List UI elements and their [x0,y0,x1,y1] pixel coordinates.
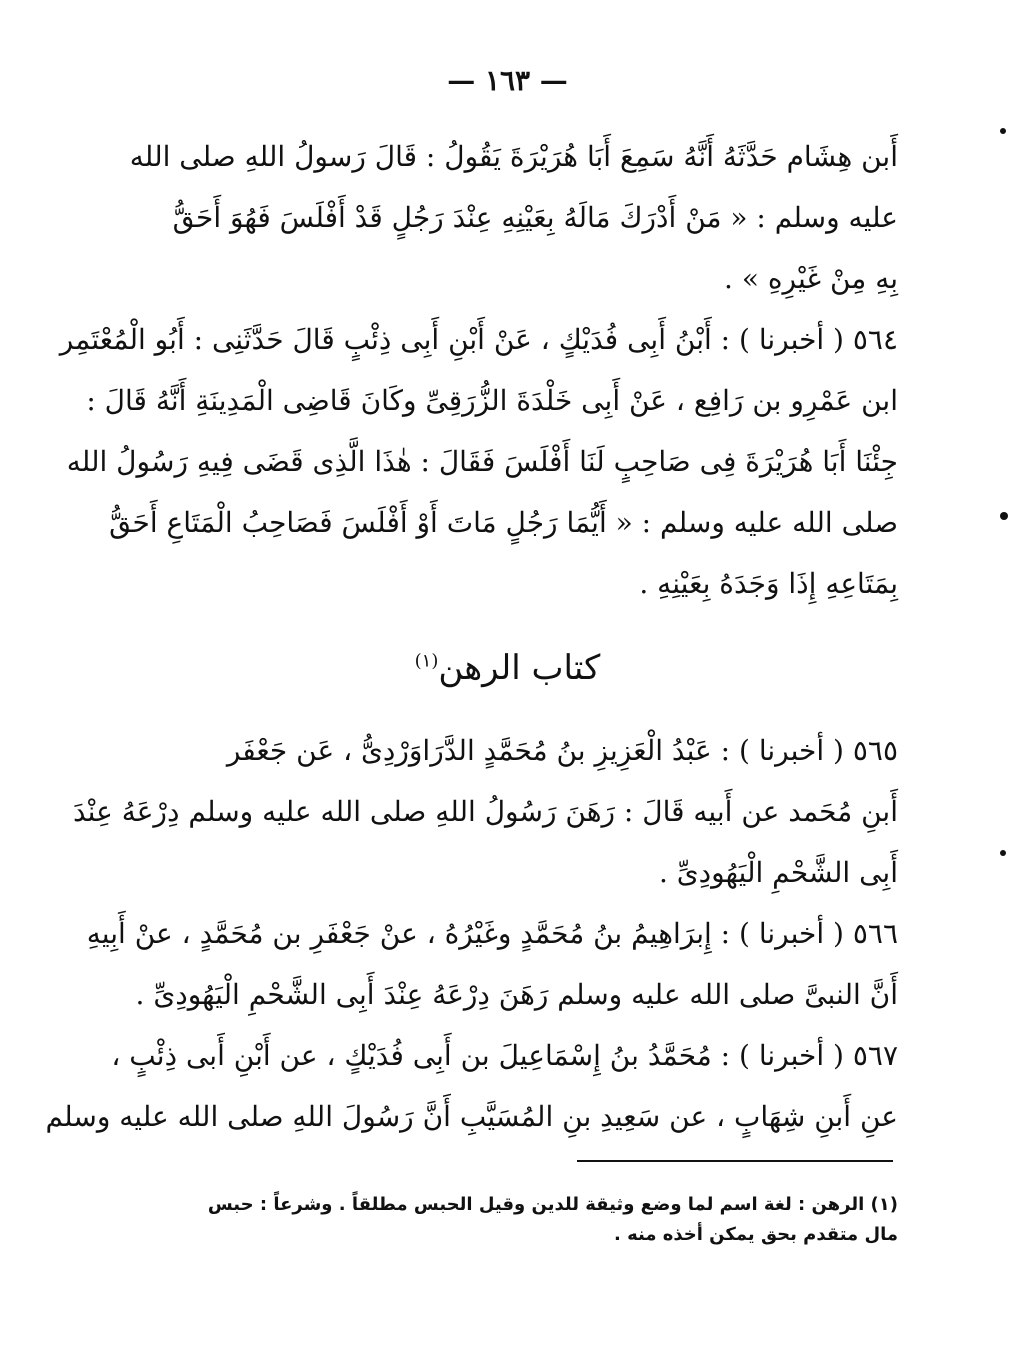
margin-mark [1000,850,1006,856]
text-line: عليه وسلم : « مَنْ أَدْرَكَ مَالَهُ بِعَيْنِهِ عِنْدَ رَجُلٍ قَدْ أَفْلَسَ فَهُوَ أَحَقُّ [172,201,898,234]
section-heading [0,648,1015,688]
text-line: أَبن هِشَام حَدَّثَهُ أَنَّهُ سَمِعَ أَبَا هُرَيْرَةَ يَقُولُ : قَالَ رَسولُ اللهِ صلى الله [129,140,898,173]
heading-title: كتاب الرهن [438,648,601,688]
text-line: ٥٦٧ ( أخبرنا ) : مُحَمَّدُ بنُ إِسْمَاعِيلَ بن أَبِى فُدَيْكٍ ، عن أَبْنِ أَبى ذِئْبٍ ، [111,1039,898,1072]
text-line: أَبِى الشَّحْمِ الْيَهُودِىِّ . [658,856,898,889]
margin-mark [1000,512,1008,520]
footnote-line: (١) الرهن : لغة اسم لما وضع وثيقة للدين وقيل الحبس مطلقاً . وشرعاً : حبس [207,1194,898,1215]
footnote-line: مال متقدم بحق يمكن أخذه منه . [613,1224,898,1245]
text-block-1 [59,126,898,614]
heading-footnote-ref: (١) [414,650,439,672]
margin-mark [1000,128,1006,134]
text-line: ٥٦٤ ( أخبرنا ) : أَبْنُ أَبِى فُدَيْكٍ ، عَنْ أَبْنِ أَبِى ذِئْبٍ قَالَ حَدَّثَنِى : أَبُو الْمُعْتَمِر [59,323,898,356]
text-line: عنِ أَبنِ شِهَابٍ ، عن سَعِيدِ بنِ المُسَيَّبِ أَنَّ رَسُولَ اللهِ صلى الله عليه وسلم [45,1100,898,1133]
footnote-divider [577,1160,893,1162]
text-line: أَنَّ النبىَّ صلى الله عليه وسلم رَهَنَ دِرْعَهُ عِنْدَ أَبِى الشَّحْمِ الْيَهُودِىِّ . [135,978,898,1011]
text-line: بِهِ مِنْ غَيْرِهِ » . [724,262,898,295]
text-block-2 [45,720,898,1147]
text-line: أَبنِ مُحَمد عن أَبيه قَالَ : رَهَنَ رَسُولُ اللهِ صلى الله عليه وسلم دِرْعَهُ عِنْدَ [72,795,898,828]
text-line: بِمَتَاعِهِ إِذَا وَجَدَهُ بِعَيْنِهِ . [639,567,898,600]
footnotes [188,1190,898,1250]
text-line: جِئْنَا أَبَا هُرَيْرَةَ فِى صَاحِبٍ لَنَا أَفْلَسَ فَقَالَ : هٰذَا الَّذِى قَضَى فِيهِ رَسُولُ الله [66,445,898,478]
text-line: ٥٦٦ ( أخبرنا ) : إِبرَاهِيمُ بنُ مُحَمَّدٍ وغَيْرُهُ ، عنْ جَعْفَرِ بن مُحَمَّدٍ ، عنْ أَبِيهِ [86,917,898,950]
text-line: صلى الله عليه وسلم : « أَيُّمَا رَجُلٍ مَاتَ أَوْ أَفْلَسَ فَصَاحِبُ الْمَتَاعِ أَحَقُّ [109,506,898,539]
page-number: — ١٦٣ — [447,64,568,97]
text-line: ابن عَمْرِو بن رَافِع ، عَنْ أَبِى خَلْدَةَ الزُّرَقِىِّ وكَانَ قَاضِى الْمَدِينَةِ أَنَّهُ قَالَ : [86,384,898,417]
text-line: ٥٦٥ ( أخبرنا ) : عَبْدُ الْعَزِيزِ بنُ مُحَمَّدٍ الدَّرَاوَرْدِىُّ ، عَن جَعْفَر [226,734,898,767]
